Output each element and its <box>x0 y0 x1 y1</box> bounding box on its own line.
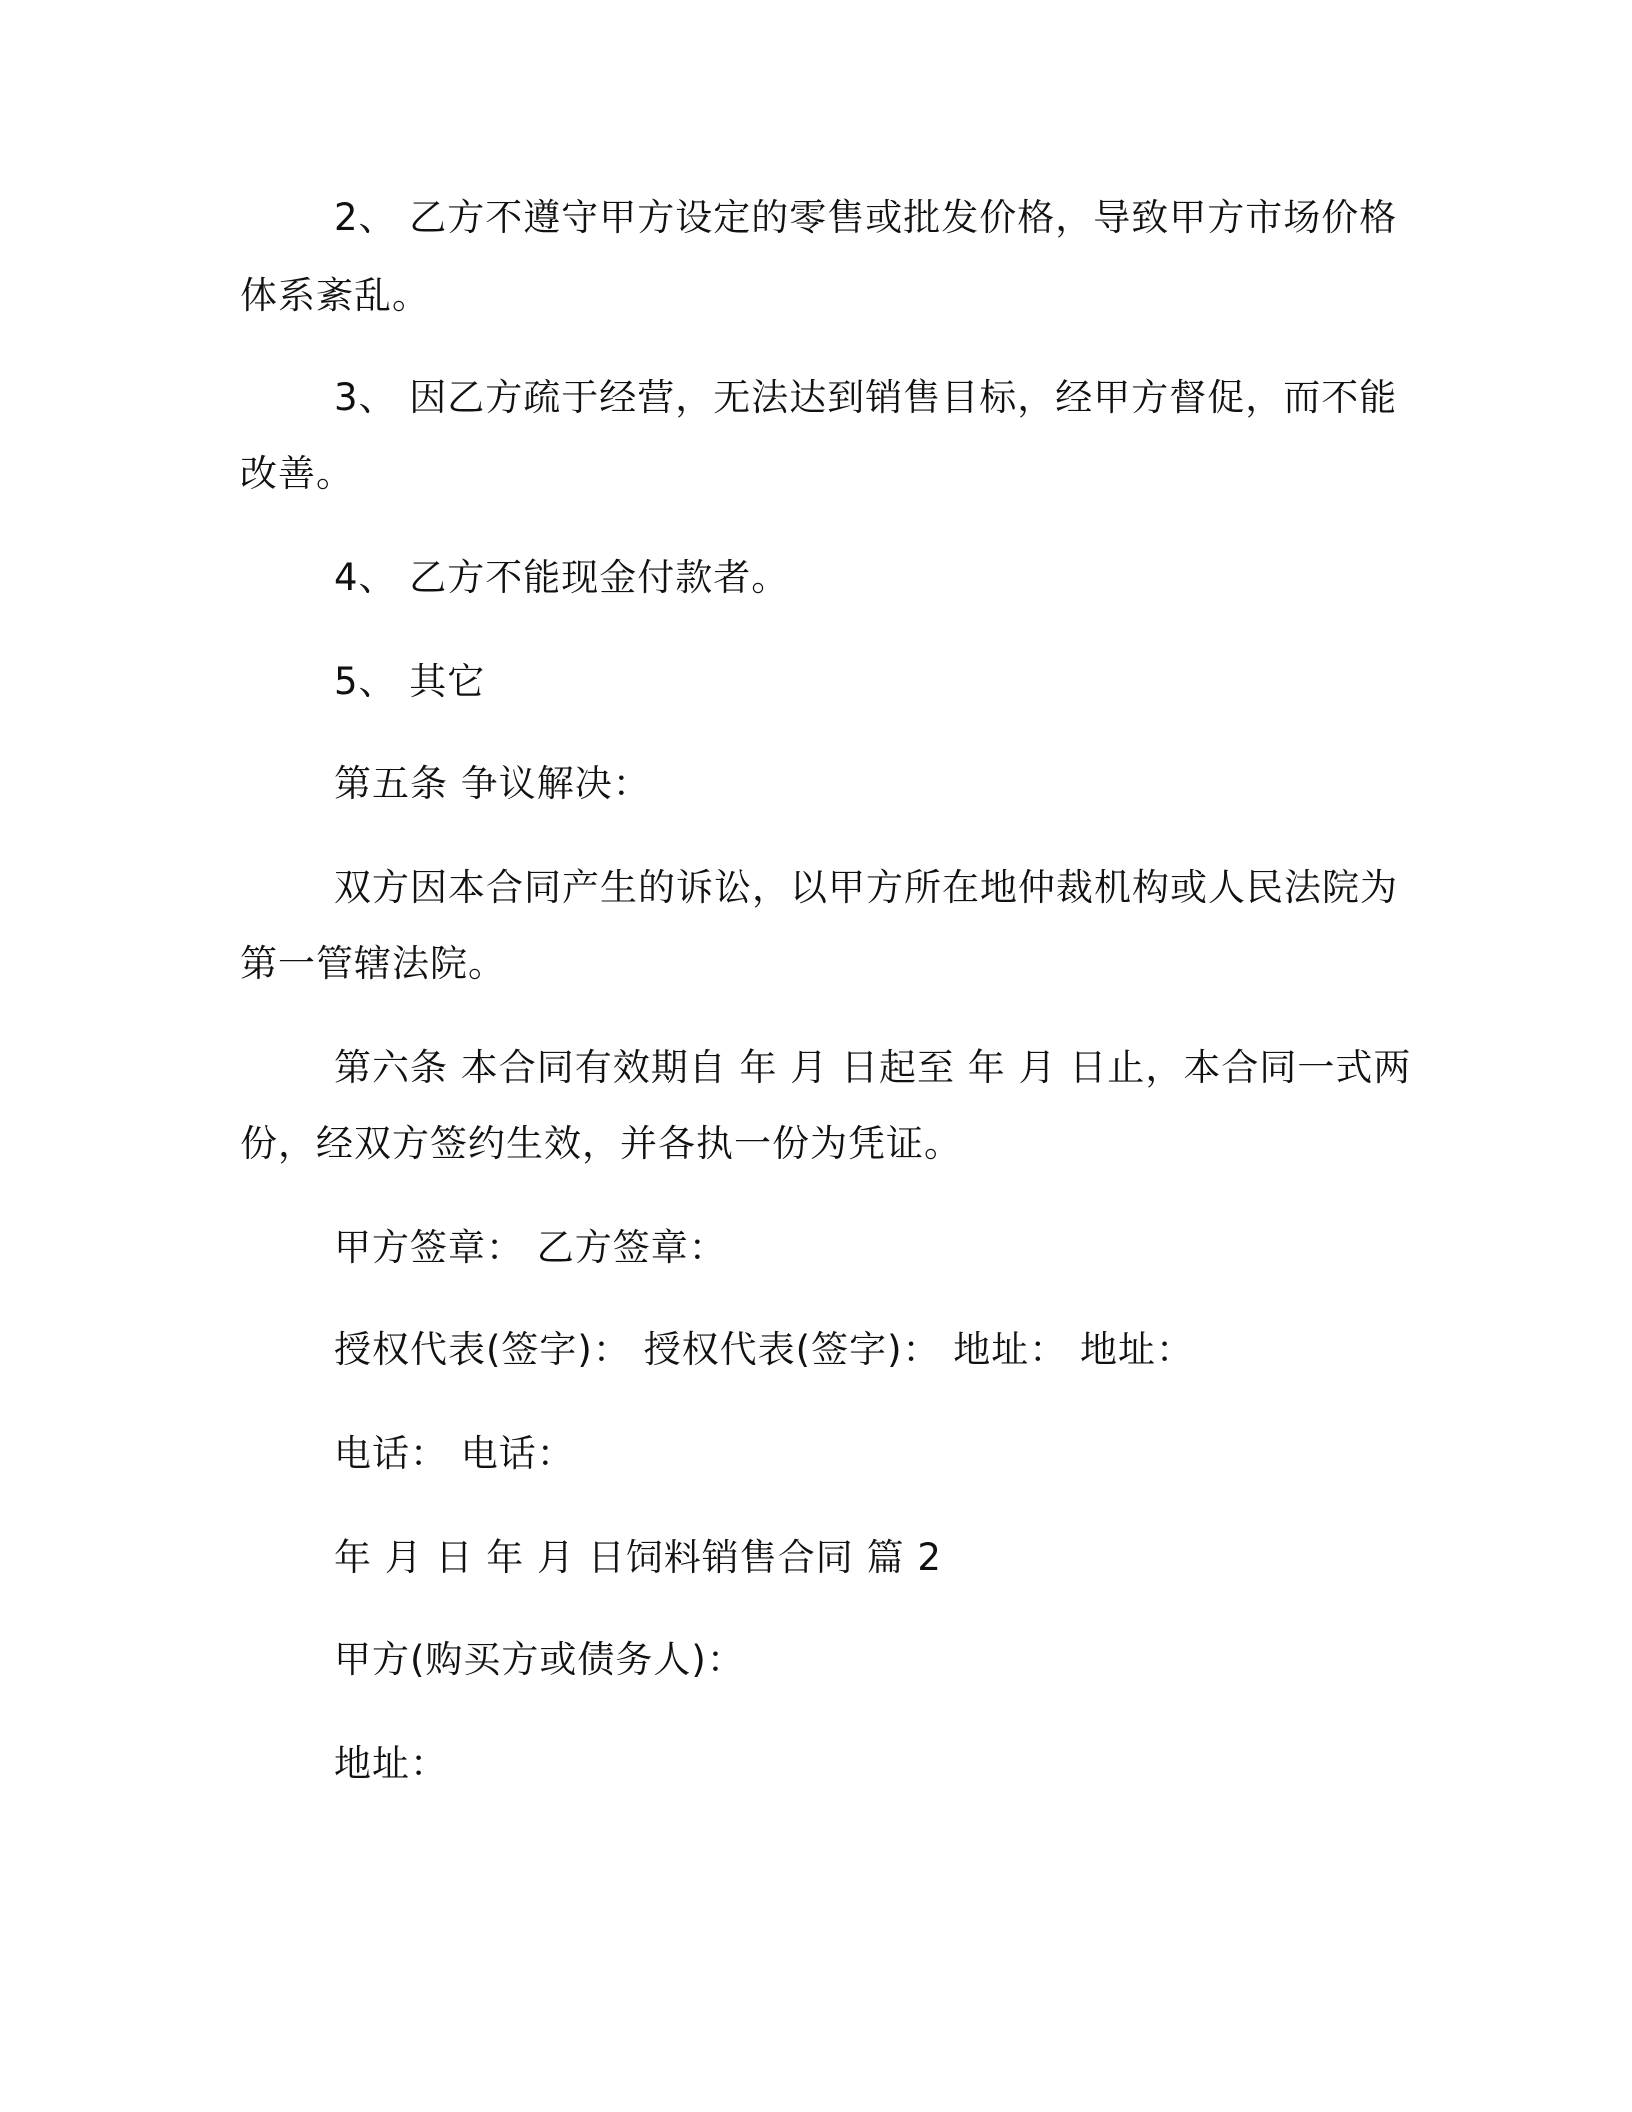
article-5-body-line-1: 双方因本合同产生的诉讼，以甲方所在地仲裁机构或人民法院为 <box>334 866 1398 909</box>
phone-line: 电话： 电话： <box>334 1432 575 1475</box>
clause-3-line-2: 改善。 <box>240 452 354 495</box>
article-6-line-1: 第六条 本合同有效期自 年 月 日起至 年 月 日止，本合同一式两 <box>334 1046 1412 1089</box>
clause-2-line-2: 体系紊乱。 <box>240 274 430 317</box>
clause-5-line: 5、 其它 <box>334 660 486 703</box>
clause-4-line: 4、 乙方不能现金付款者。 <box>334 556 790 599</box>
signature-line: 甲方签章： 乙方签章： <box>334 1226 727 1269</box>
clause-2-line-1: 2、 乙方不遵守甲方设定的零售或批发价格，导致甲方市场价格 <box>334 196 1398 239</box>
party-a-line: 甲方(购买方或债务人)： <box>334 1638 745 1681</box>
representative-address-line: 授权代表(签字)： 授权代表(签字)： 地址： 地址： <box>334 1328 1195 1371</box>
article-6-line-2: 份，经双方签约生效，并各执一份为凭证。 <box>240 1122 962 1165</box>
date-title-line: 年 月 日 年 月 日饲料销售合同 篇 2 <box>334 1536 942 1579</box>
article-5-body-line-2: 第一管辖法院。 <box>240 942 506 985</box>
address-line: 地址： <box>334 1742 448 1785</box>
article-5-heading: 第五条 争议解决： <box>334 762 651 805</box>
clause-3-line-1: 3、 因乙方疏于经营，无法达到销售目标，经甲方督促，而不能 <box>334 376 1398 419</box>
